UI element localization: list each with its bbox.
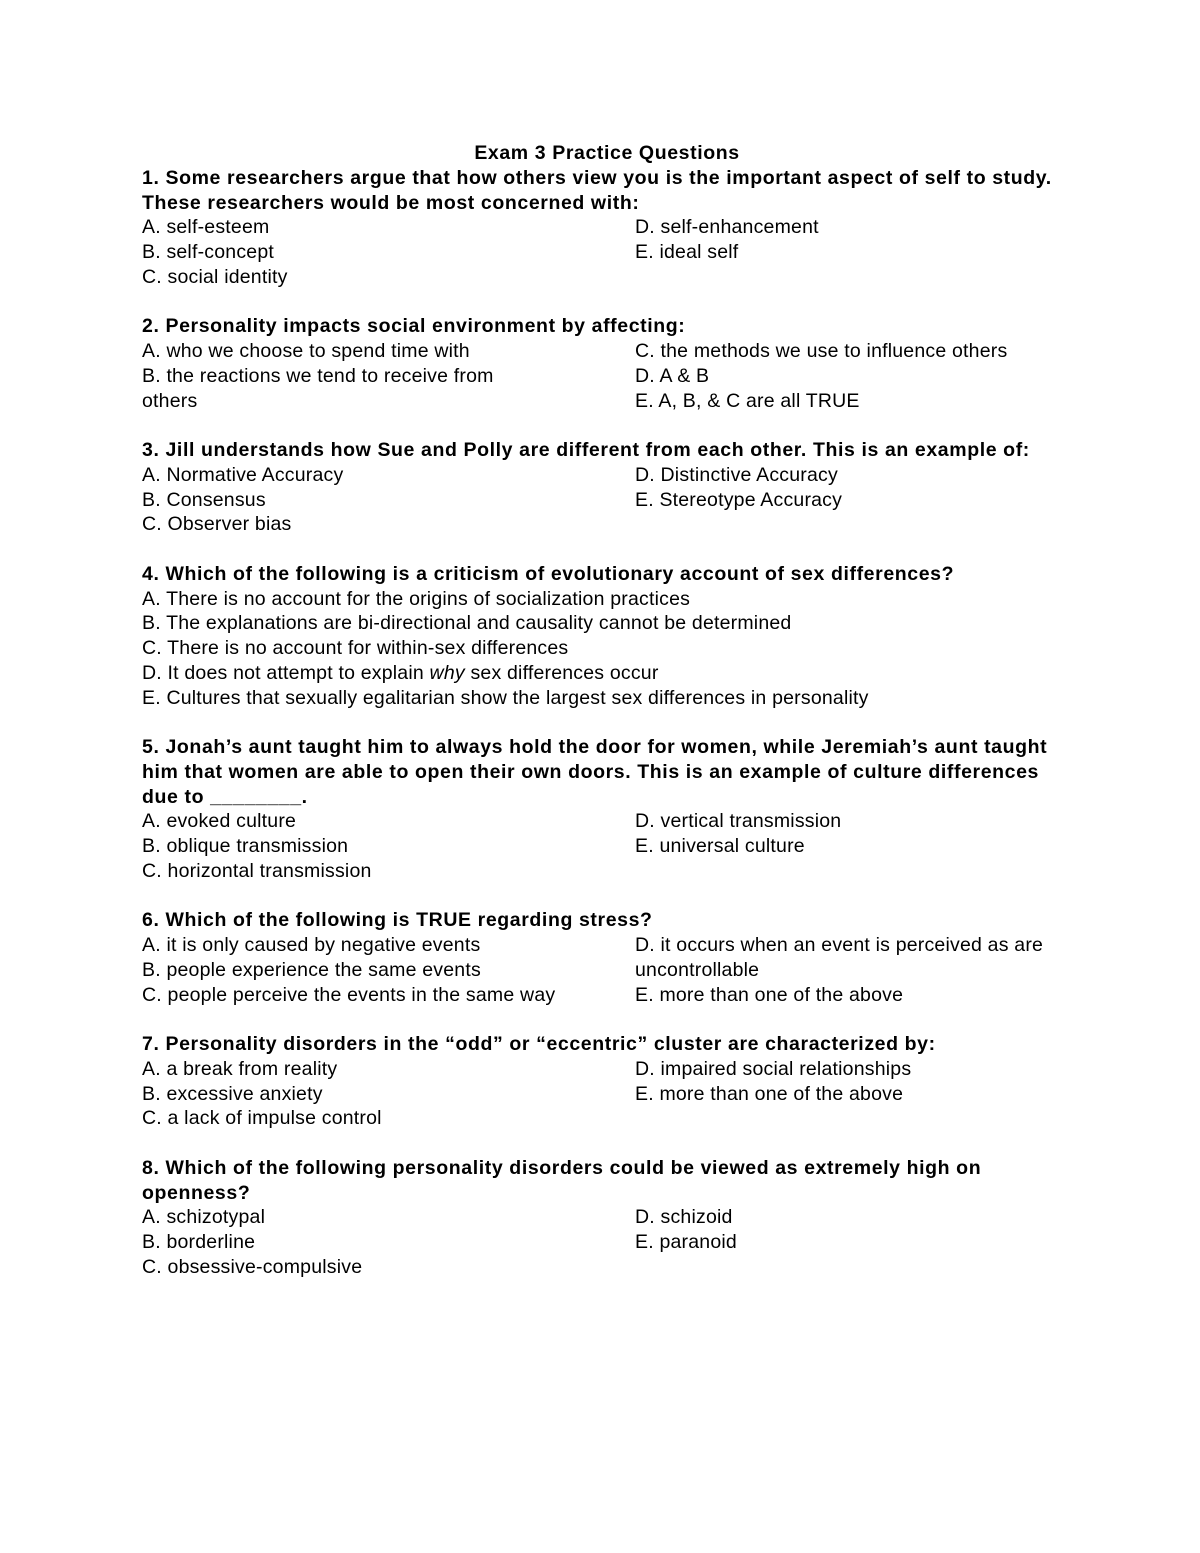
- options-right-column: [635, 339, 1072, 413]
- option-c: C. obsessive-compulsive: [142, 1255, 363, 1278]
- options-left-column: [142, 463, 635, 537]
- option-b: B. people experience the same events: [142, 958, 481, 981]
- options-list: [142, 587, 1072, 711]
- option-b: B. excessive anxiety: [142, 1082, 323, 1105]
- question-5: [142, 735, 1072, 884]
- option-a: A. There is no account for the origins of socialization practices: [142, 587, 691, 610]
- option-a: A. self-esteem: [142, 216, 270, 239]
- option-a: A. a break from reality: [142, 1057, 338, 1080]
- options-grid: [142, 1057, 1072, 1131]
- option-d-prefix: D. It does not attempt to explain: [142, 661, 430, 684]
- options-grid: [142, 1205, 1072, 1279]
- options-right-column: [635, 463, 1072, 537]
- option-b: B. the reactions we tend to receive from others: [142, 364, 494, 412]
- options-grid: [142, 215, 1072, 289]
- option-b: B. The explanations are bi-directional and causality cannot be determined: [142, 612, 792, 635]
- option-e: E. ideal self: [635, 241, 739, 263]
- question-stem: 5. Jonah’s aunt taught him to always hold the door for women, while Jeremiah’s aunt taught him that women are able to open their own doors. This is an example of culture differences due to ________.: [142, 736, 1048, 808]
- options-grid: [142, 339, 1072, 413]
- option-d-italic: why: [429, 661, 465, 684]
- question-stem: 8. Which of the following personality disorders could be viewed as extremely high on openness?: [142, 1156, 982, 1204]
- options-left-column: [142, 339, 635, 413]
- question-stem: 7. Personality disorders in the “odd” or “eccentric” cluster are characterized by:: [142, 1033, 936, 1055]
- option-d: D. schizoid: [635, 1206, 733, 1229]
- document-title: Exam 3 Practice Questions: [474, 142, 740, 164]
- option-c: C. There is no account for within-sex differences: [142, 637, 569, 659]
- question-6: [142, 908, 1072, 1007]
- question-7: [142, 1032, 1072, 1131]
- question-3: [142, 438, 1072, 537]
- option-c: C. a lack of impulse control: [142, 1107, 382, 1130]
- option-e: E. Stereotype Accuracy: [635, 488, 843, 511]
- option-e: E. universal culture: [635, 835, 805, 857]
- question-stem: 4. Which of the following is a criticism of evolutionary account of sex differences?: [142, 562, 955, 585]
- question-4: [142, 562, 1072, 711]
- options-left-column: [142, 1205, 635, 1279]
- question-8: [142, 1156, 1072, 1280]
- option-e: E. more than one of the above: [635, 1082, 904, 1105]
- options-right-column: [635, 215, 1072, 289]
- option-c: C. the methods we use to influence others: [635, 340, 1008, 362]
- option-e: E. paranoid: [635, 1231, 737, 1253]
- option-d: D. vertical transmission: [635, 810, 842, 833]
- question-stem: 6. Which of the following is TRUE regarding stress?: [142, 909, 653, 932]
- option-e: E. more than one of the above: [635, 983, 904, 1006]
- question-stem: 3. Jill understands how Sue and Polly are different from each other. This is an example of:: [142, 439, 1030, 461]
- option-c: C. people perceive the events in the same way: [142, 983, 556, 1006]
- option-b: B. self-concept: [142, 241, 274, 263]
- option-a: A. schizotypal: [142, 1206, 266, 1229]
- option-c: C. Observer bias: [142, 513, 292, 536]
- question-stem: 1. Some researchers argue that how others view you is the important aspect of self to study. These researchers would be most concerned with:: [142, 166, 1052, 214]
- options-left-column: [142, 215, 635, 289]
- options-left-column: [142, 1057, 635, 1131]
- option-d: D. A & B: [635, 364, 710, 387]
- options-left-column: [142, 933, 635, 1007]
- document-page: [142, 141, 1072, 1304]
- option-c: C. social identity: [142, 265, 288, 288]
- question-2: [142, 314, 1072, 413]
- option-a: A. evoked culture: [142, 810, 297, 833]
- question-1: [142, 166, 1072, 290]
- options-right-column: [635, 933, 1072, 1007]
- option-d: D. it occurs when an event is perceived as are uncontrollable: [635, 934, 1044, 981]
- option-e: E. A, B, & C are all TRUE: [635, 389, 860, 412]
- option-b: B. Consensus: [142, 488, 266, 511]
- option-a: A. Normative Accuracy: [142, 463, 344, 486]
- options-right-column: [635, 1057, 1072, 1131]
- options-grid: [142, 463, 1072, 537]
- question-stem: 2. Personality impacts social environment by affecting:: [142, 315, 686, 338]
- options-right-column: [635, 809, 1072, 883]
- options-left-column: [142, 809, 635, 883]
- option-b: B. borderline: [142, 1231, 256, 1253]
- option-e: E. Cultures that sexually egalitarian show the largest sex differences in personality: [142, 686, 869, 709]
- option-d: D. impaired social relationships: [635, 1057, 912, 1080]
- options-grid: [142, 809, 1072, 883]
- options-grid: [142, 933, 1072, 1007]
- options-right-column: [635, 1205, 1072, 1279]
- option-c: C. horizontal transmission: [142, 859, 372, 882]
- option-d: D. Distinctive Accuracy: [635, 463, 838, 486]
- option-b: B. oblique transmission: [142, 835, 349, 857]
- option-d: [142, 661, 1072, 686]
- option-d-suffix: sex differences occur: [464, 661, 659, 684]
- option-a: A. it is only caused by negative events: [142, 934, 481, 956]
- option-d: D. self-enhancement: [635, 216, 819, 239]
- option-a: A. who we choose to spend time with: [142, 340, 470, 362]
